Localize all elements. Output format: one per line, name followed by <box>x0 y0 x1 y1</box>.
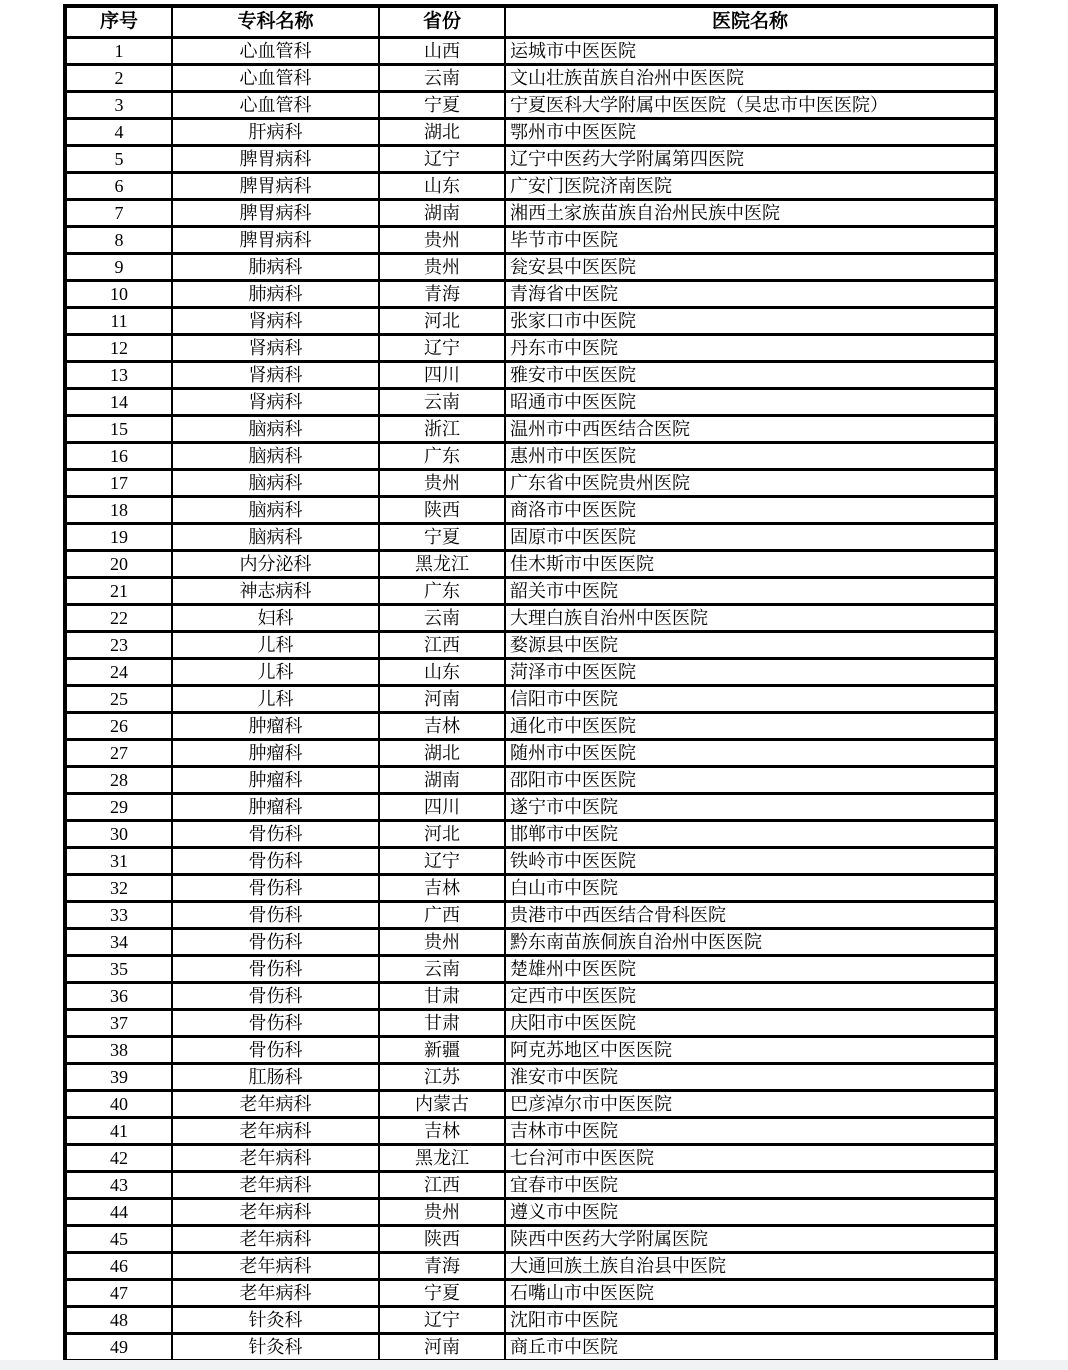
cell-specialty: 脾胃病科 <box>172 146 379 173</box>
cell-hospital: 大理白族自治州中医医院 <box>505 605 996 632</box>
cell-serial: 8 <box>65 227 172 254</box>
table-row <box>65 686 996 713</box>
cell-specialty: 骨伤科 <box>172 848 379 875</box>
cell-province: 湖北 <box>379 740 505 767</box>
cell-hospital: 大通回族土族自治县中医院 <box>505 1253 996 1280</box>
cell-specialty: 肝病科 <box>172 119 379 146</box>
cell-specialty: 肛肠科 <box>172 1064 379 1091</box>
cell-serial: 1 <box>65 38 172 65</box>
table-row <box>65 389 996 416</box>
cell-hospital: 惠州市中医医院 <box>505 443 996 470</box>
cell-province: 山西 <box>379 38 505 65</box>
cell-hospital: 青海省中医院 <box>505 281 996 308</box>
table-row <box>65 470 996 497</box>
cell-province: 贵州 <box>379 227 505 254</box>
cell-serial: 39 <box>65 1064 172 1091</box>
cell-serial: 9 <box>65 254 172 281</box>
cell-serial: 26 <box>65 713 172 740</box>
cell-serial: 36 <box>65 983 172 1010</box>
cell-province: 河南 <box>379 1334 505 1362</box>
cell-province: 四川 <box>379 362 505 389</box>
table-row <box>65 1091 996 1118</box>
cell-hospital: 毕节市中医院 <box>505 227 996 254</box>
cell-serial: 43 <box>65 1172 172 1199</box>
table-row <box>65 173 996 200</box>
cell-hospital: 庆阳市中医医院 <box>505 1010 996 1037</box>
cell-hospital: 白山市中医院 <box>505 875 996 902</box>
table-row <box>65 929 996 956</box>
cell-hospital: 黔东南苗族侗族自治州中医医院 <box>505 929 996 956</box>
cell-specialty: 肿瘤科 <box>172 713 379 740</box>
cell-province: 湖北 <box>379 119 505 146</box>
cell-province: 江苏 <box>379 1064 505 1091</box>
cell-specialty: 儿科 <box>172 686 379 713</box>
cell-serial: 35 <box>65 956 172 983</box>
cell-province: 江西 <box>379 632 505 659</box>
cell-hospital: 运城市中医医院 <box>505 38 996 65</box>
cell-serial: 12 <box>65 335 172 362</box>
cell-specialty: 老年病科 <box>172 1118 379 1145</box>
cell-serial: 10 <box>65 281 172 308</box>
table-row <box>65 983 996 1010</box>
cell-province: 河南 <box>379 686 505 713</box>
cell-province: 贵州 <box>379 470 505 497</box>
cell-province: 黑龙江 <box>379 551 505 578</box>
header-hospital: 医院名称 <box>505 6 996 38</box>
cell-specialty: 骨伤科 <box>172 1037 379 1064</box>
cell-specialty: 心血管科 <box>172 38 379 65</box>
cell-serial: 28 <box>65 767 172 794</box>
cell-hospital: 阿克苏地区中医医院 <box>505 1037 996 1064</box>
table-row <box>65 767 996 794</box>
cell-specialty: 肾病科 <box>172 308 379 335</box>
table-row <box>65 335 996 362</box>
cell-specialty: 老年病科 <box>172 1226 379 1253</box>
cell-province: 黑龙江 <box>379 1145 505 1172</box>
cell-serial: 20 <box>65 551 172 578</box>
table-row <box>65 362 996 389</box>
cell-province: 宁夏 <box>379 92 505 119</box>
table-row <box>65 254 996 281</box>
cell-province: 甘肃 <box>379 1010 505 1037</box>
cell-province: 宁夏 <box>379 524 505 551</box>
cell-serial: 5 <box>65 146 172 173</box>
cell-hospital: 邵阳市中医医院 <box>505 767 996 794</box>
table-row <box>65 1226 996 1253</box>
cell-specialty: 神志病科 <box>172 578 379 605</box>
table-row <box>65 1253 996 1280</box>
table-row <box>65 308 996 335</box>
cell-specialty: 脑病科 <box>172 524 379 551</box>
cell-specialty: 肾病科 <box>172 362 379 389</box>
cell-hospital: 文山壮族苗族自治州中医医院 <box>505 65 996 92</box>
cell-hospital: 鄂州市中医医院 <box>505 119 996 146</box>
cell-serial: 47 <box>65 1280 172 1307</box>
cell-hospital: 铁岭市中医医院 <box>505 848 996 875</box>
cell-province: 云南 <box>379 389 505 416</box>
table-row <box>65 281 996 308</box>
table-row <box>65 524 996 551</box>
table-row <box>65 1280 996 1307</box>
table-row <box>65 443 996 470</box>
table-row <box>65 605 996 632</box>
cell-hospital: 遂宁市中医院 <box>505 794 996 821</box>
cell-specialty: 老年病科 <box>172 1091 379 1118</box>
cell-serial: 34 <box>65 929 172 956</box>
cell-hospital: 宜春市中医院 <box>505 1172 996 1199</box>
table-row <box>65 794 996 821</box>
table-row <box>65 848 996 875</box>
cell-hospital: 佳木斯市中医医院 <box>505 551 996 578</box>
table-row <box>65 146 996 173</box>
cell-specialty: 内分泌科 <box>172 551 379 578</box>
cell-serial: 16 <box>65 443 172 470</box>
cell-serial: 32 <box>65 875 172 902</box>
cell-hospital: 石嘴山市中医医院 <box>505 1280 996 1307</box>
cell-serial: 40 <box>65 1091 172 1118</box>
table-row <box>65 416 996 443</box>
cell-serial: 24 <box>65 659 172 686</box>
cell-serial: 29 <box>65 794 172 821</box>
table-row <box>65 713 996 740</box>
cell-hospital: 遵义市中医院 <box>505 1199 996 1226</box>
cell-hospital: 七台河市中医医院 <box>505 1145 996 1172</box>
cell-hospital: 雅安市中医医院 <box>505 362 996 389</box>
table-body <box>65 38 996 1362</box>
cell-province: 河北 <box>379 821 505 848</box>
cell-province: 山东 <box>379 173 505 200</box>
cell-hospital: 通化市中医医院 <box>505 713 996 740</box>
table-row <box>65 578 996 605</box>
cell-specialty: 骨伤科 <box>172 821 379 848</box>
cell-serial: 44 <box>65 1199 172 1226</box>
cell-hospital: 定西市中医医院 <box>505 983 996 1010</box>
cell-province: 浙江 <box>379 416 505 443</box>
cell-serial: 15 <box>65 416 172 443</box>
cell-province: 陕西 <box>379 1226 505 1253</box>
cell-specialty: 老年病科 <box>172 1172 379 1199</box>
table-row <box>65 1307 996 1334</box>
table-row <box>65 1064 996 1091</box>
header-province: 省份 <box>379 6 505 38</box>
cell-specialty: 肿瘤科 <box>172 740 379 767</box>
cell-hospital: 淮安市中医院 <box>505 1064 996 1091</box>
cell-hospital: 固原市中医医院 <box>505 524 996 551</box>
cell-province: 甘肃 <box>379 983 505 1010</box>
cell-serial: 13 <box>65 362 172 389</box>
cell-specialty: 脾胃病科 <box>172 173 379 200</box>
cell-serial: 48 <box>65 1307 172 1334</box>
table-row <box>65 632 996 659</box>
cell-hospital: 贵港市中西医结合骨科医院 <box>505 902 996 929</box>
cell-hospital: 广东省中医院贵州医院 <box>505 470 996 497</box>
cell-province: 江西 <box>379 1172 505 1199</box>
cell-specialty: 针灸科 <box>172 1307 379 1334</box>
table-row <box>65 956 996 983</box>
cell-hospital: 宁夏医科大学附属中医医院（吴忠市中医医院） <box>505 92 996 119</box>
cell-serial: 11 <box>65 308 172 335</box>
table-row <box>65 740 996 767</box>
cell-province: 吉林 <box>379 875 505 902</box>
cell-specialty: 针灸科 <box>172 1334 379 1362</box>
cell-specialty: 脑病科 <box>172 416 379 443</box>
cell-serial: 2 <box>65 65 172 92</box>
cell-specialty: 骨伤科 <box>172 929 379 956</box>
cell-hospital: 丹东市中医院 <box>505 335 996 362</box>
cell-province: 青海 <box>379 1253 505 1280</box>
cell-province: 辽宁 <box>379 1307 505 1334</box>
cell-serial: 18 <box>65 497 172 524</box>
table-row <box>65 1334 996 1362</box>
cell-serial: 33 <box>65 902 172 929</box>
cell-province: 吉林 <box>379 713 505 740</box>
cell-serial: 17 <box>65 470 172 497</box>
cell-specialty: 骨伤科 <box>172 902 379 929</box>
cell-specialty: 心血管科 <box>172 65 379 92</box>
cell-specialty: 脑病科 <box>172 470 379 497</box>
cell-province: 四川 <box>379 794 505 821</box>
cell-province: 辽宁 <box>379 848 505 875</box>
cell-serial: 37 <box>65 1010 172 1037</box>
cell-specialty: 肺病科 <box>172 281 379 308</box>
table-row <box>65 1037 996 1064</box>
page-bottom-margin <box>0 1360 1068 1370</box>
cell-specialty: 骨伤科 <box>172 983 379 1010</box>
table-row <box>65 92 996 119</box>
cell-serial: 6 <box>65 173 172 200</box>
table-row <box>65 38 996 65</box>
cell-province: 贵州 <box>379 254 505 281</box>
cell-province: 辽宁 <box>379 146 505 173</box>
cell-hospital: 商洛市中医医院 <box>505 497 996 524</box>
cell-hospital: 商丘市中医院 <box>505 1334 996 1362</box>
cell-specialty: 妇科 <box>172 605 379 632</box>
cell-serial: 3 <box>65 92 172 119</box>
cell-hospital: 湘西土家族苗族自治州民族中医院 <box>505 200 996 227</box>
cell-specialty: 老年病科 <box>172 1145 379 1172</box>
cell-serial: 19 <box>65 524 172 551</box>
cell-hospital: 陕西中医药大学附属医院 <box>505 1226 996 1253</box>
cell-serial: 38 <box>65 1037 172 1064</box>
cell-province: 陕西 <box>379 497 505 524</box>
cell-serial: 31 <box>65 848 172 875</box>
cell-hospital: 温州市中西医结合医院 <box>505 416 996 443</box>
cell-serial: 25 <box>65 686 172 713</box>
cell-serial: 21 <box>65 578 172 605</box>
cell-province: 吉林 <box>379 1118 505 1145</box>
cell-specialty: 肾病科 <box>172 335 379 362</box>
cell-specialty: 肿瘤科 <box>172 794 379 821</box>
cell-province: 广东 <box>379 578 505 605</box>
cell-hospital: 楚雄州中医医院 <box>505 956 996 983</box>
cell-hospital: 信阳市中医院 <box>505 686 996 713</box>
cell-serial: 41 <box>65 1118 172 1145</box>
cell-province: 内蒙古 <box>379 1091 505 1118</box>
cell-province: 新疆 <box>379 1037 505 1064</box>
cell-hospital: 瓮安县中医医院 <box>505 254 996 281</box>
cell-province: 广东 <box>379 443 505 470</box>
table-row <box>65 1010 996 1037</box>
table-row <box>65 1172 996 1199</box>
cell-province: 云南 <box>379 65 505 92</box>
cell-specialty: 脑病科 <box>172 443 379 470</box>
cell-province: 贵州 <box>379 929 505 956</box>
header-specialty: 专科名称 <box>172 6 379 38</box>
cell-hospital: 昭通市中医医院 <box>505 389 996 416</box>
cell-specialty: 儿科 <box>172 659 379 686</box>
table-row <box>65 551 996 578</box>
cell-specialty: 脾胃病科 <box>172 227 379 254</box>
cell-province: 贵州 <box>379 1199 505 1226</box>
table-row <box>65 200 996 227</box>
cell-specialty: 脾胃病科 <box>172 200 379 227</box>
cell-province: 云南 <box>379 956 505 983</box>
table-row <box>65 119 996 146</box>
cell-serial: 30 <box>65 821 172 848</box>
hospital-list-table <box>63 4 998 1363</box>
cell-specialty: 心血管科 <box>172 92 379 119</box>
cell-serial: 27 <box>65 740 172 767</box>
header-serial: 序号 <box>65 6 172 38</box>
cell-province: 河北 <box>379 308 505 335</box>
table-row <box>65 659 996 686</box>
cell-province: 青海 <box>379 281 505 308</box>
cell-specialty: 老年病科 <box>172 1253 379 1280</box>
cell-province: 广西 <box>379 902 505 929</box>
table-row <box>65 1118 996 1145</box>
cell-serial: 14 <box>65 389 172 416</box>
cell-hospital: 巴彦淖尔市中医医院 <box>505 1091 996 1118</box>
table-row <box>65 227 996 254</box>
cell-hospital: 随州市中医医院 <box>505 740 996 767</box>
cell-serial: 22 <box>65 605 172 632</box>
cell-specialty: 老年病科 <box>172 1280 379 1307</box>
cell-province: 湖南 <box>379 200 505 227</box>
table-row <box>65 902 996 929</box>
cell-serial: 45 <box>65 1226 172 1253</box>
cell-hospital: 辽宁中医药大学附属第四医院 <box>505 146 996 173</box>
cell-hospital: 广安门医院济南医院 <box>505 173 996 200</box>
cell-province: 辽宁 <box>379 335 505 362</box>
table-row <box>65 875 996 902</box>
table-row <box>65 1199 996 1226</box>
cell-specialty: 儿科 <box>172 632 379 659</box>
cell-specialty: 骨伤科 <box>172 956 379 983</box>
table-row <box>65 1145 996 1172</box>
cell-hospital: 韶关市中医院 <box>505 578 996 605</box>
cell-serial: 42 <box>65 1145 172 1172</box>
cell-specialty: 骨伤科 <box>172 875 379 902</box>
cell-hospital: 张家口市中医院 <box>505 308 996 335</box>
cell-hospital: 菏泽市中医医院 <box>505 659 996 686</box>
cell-hospital: 邯郸市中医院 <box>505 821 996 848</box>
cell-serial: 4 <box>65 119 172 146</box>
cell-province: 云南 <box>379 605 505 632</box>
cell-hospital: 婺源县中医院 <box>505 632 996 659</box>
cell-specialty: 肺病科 <box>172 254 379 281</box>
cell-specialty: 脑病科 <box>172 497 379 524</box>
cell-hospital: 沈阳市中医院 <box>505 1307 996 1334</box>
table-row <box>65 821 996 848</box>
table-row <box>65 65 996 92</box>
cell-province: 宁夏 <box>379 1280 505 1307</box>
cell-specialty: 骨伤科 <box>172 1010 379 1037</box>
table-row <box>65 497 996 524</box>
cell-specialty: 肿瘤科 <box>172 767 379 794</box>
cell-serial: 49 <box>65 1334 172 1362</box>
cell-hospital: 吉林市中医院 <box>505 1118 996 1145</box>
cell-province: 湖南 <box>379 767 505 794</box>
cell-province: 山东 <box>379 659 505 686</box>
table-header-row <box>65 6 996 38</box>
cell-serial: 7 <box>65 200 172 227</box>
cell-specialty: 肾病科 <box>172 389 379 416</box>
cell-serial: 23 <box>65 632 172 659</box>
cell-specialty: 老年病科 <box>172 1199 379 1226</box>
cell-serial: 46 <box>65 1253 172 1280</box>
